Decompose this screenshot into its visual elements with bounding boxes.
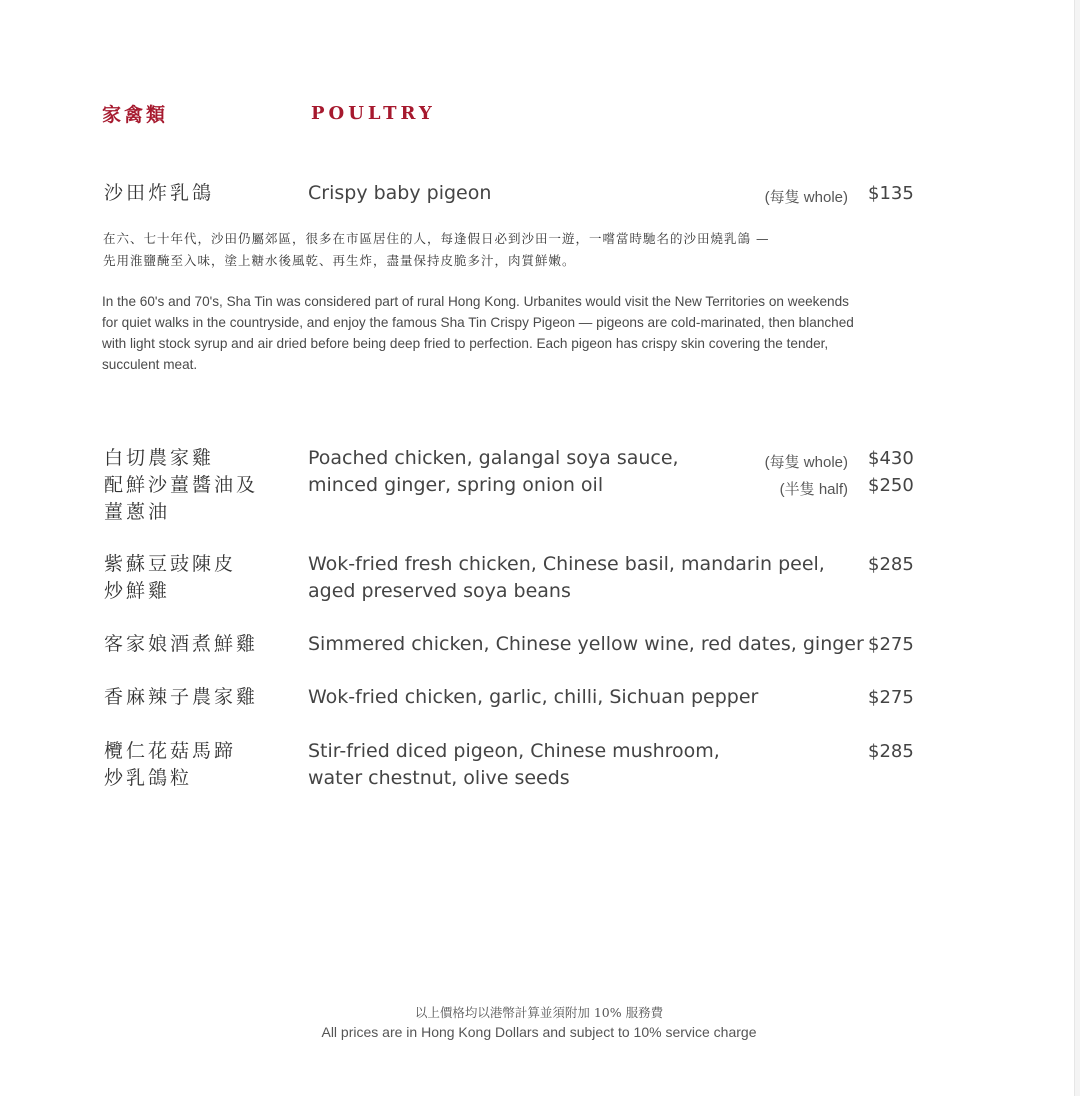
dish-desc-en: Stir-fried diced pigeon, Chinese mushroom, water chestnut, olive seeds (308, 740, 720, 789)
dish-desc-en: Wok-fried chicken, garlic, chilli, Sichuan pepper (308, 686, 759, 708)
dish-desc-en: Poached chicken, galangal soya sauce, minced ginger, spring onion oil (308, 447, 679, 496)
dish-name-zh: 紫蘇豆豉陳皮 炒鮮雞 (104, 553, 237, 602)
featured-story-en: In the 60's and 70's, Sha Tin was considered part of rural Hong Kong. Urbanites would visit the New Territories on weekends for quiet walks in the countryside, and enjoy the famous Sha Tin Crispy Pigeon — pigeons are cold-marinated, then blanched with light stock syrup and air dried before being deep fried to perfection. Each pigeon has crispy skin covering the tender, succulent meat. (102, 294, 854, 372)
dish-price: $285 (868, 554, 914, 575)
dish-name-zh: 香麻辣子農家雞 (104, 686, 259, 708)
dish-price: $250 (868, 475, 914, 496)
dish-price: $275 (868, 687, 914, 708)
dish-desc-en: Simmered chicken, Chinese yellow wine, red dates, ginger (308, 633, 864, 655)
dish-price: $285 (868, 741, 914, 762)
dish-name-zh: 客家娘酒煮鮮雞 (104, 633, 259, 655)
featured-name-zh: 沙田炸乳鴿 (104, 182, 215, 204)
dish-name-zh: 白切農家雞 配鮮沙薑醬油及 薑蔥油 (104, 447, 259, 523)
dish-price: $430 (868, 448, 914, 469)
section-title-zh: 家禽類 (102, 104, 169, 126)
featured-portion: (每隻 whole) (764, 189, 848, 206)
section-title-en: POULTRY (311, 103, 436, 124)
featured-story-zh: 在六、七十年代，沙田仍屬郊區，很多在市區居住的人，每逢假日必到沙田一遊，一嚐當時馳名的沙田燒乳鴿 — 先用淮鹽醃至入味，塗上糖水後風乾、再生炸，盡量保持皮脆多汁，肉質鮮嫩。 (103, 231, 770, 268)
dish-name-zh: 欖仁花菇馬蹄 炒乳鴿粒 (104, 740, 237, 789)
footer-note-zh: 以上價格均以港幣計算並須附加 10% 服務費 (414, 1005, 664, 1020)
dish-portion: (半隻 half) (779, 481, 848, 498)
dish-portion: (每隻 whole) (764, 454, 848, 471)
featured-name-en: Crispy baby pigeon (308, 182, 492, 204)
dish-desc-en: Wok-fried fresh chicken, Chinese basil, mandarin peel, aged preserved soya beans (308, 553, 825, 602)
featured-price: $135 (868, 183, 914, 204)
footer-note-en: All prices are in Hong Kong Dollars and subject to 10% service charge (321, 1024, 757, 1040)
dish-price: $275 (868, 634, 914, 655)
